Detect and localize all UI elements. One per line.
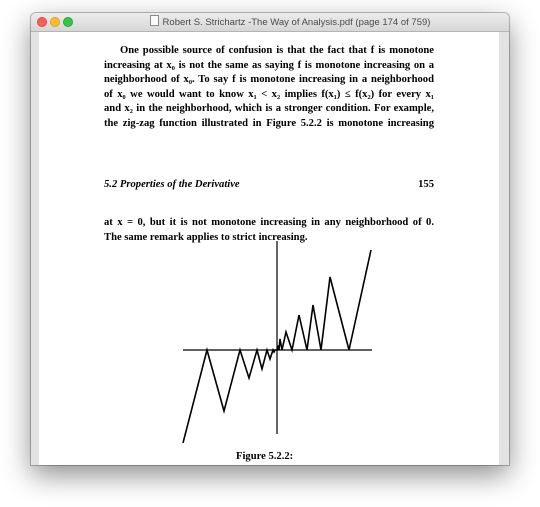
running-head: 5.2 Properties of the Derivative (104, 179, 240, 190)
preview-window (31, 13, 509, 465)
zoom-button[interactable] (63, 17, 73, 27)
page-number: 155 (418, 179, 434, 190)
pdf-page-top (39, 32, 499, 153)
close-button[interactable] (37, 17, 47, 27)
text-line: of x₀ we would want to know x₁ < x₂ implies f(x₁) ≤ f(x₂) for every x₁ (104, 88, 434, 100)
text-line: The same remark applies to strict increasing. (104, 231, 308, 243)
text-line: neighborhood of x₀. To say f is monotone increasing in a neighborhood (104, 74, 434, 86)
text-line: One possible source of confusion is that the fact that f is monotone (120, 45, 434, 56)
title-bar[interactable] (31, 13, 509, 32)
text-line: at x = 0, but it is not monotone increasing in any neighborhood of 0. (104, 217, 434, 228)
pdf-page-bottom (39, 148, 499, 465)
text-line: the zig-zag function illustrated in Figure 5.2.2 is monotone increasing (104, 117, 434, 129)
figure-caption: Figure 5.2.2: (236, 451, 294, 462)
zigzag-figure (174, 238, 374, 443)
window-title-text: Robert S. Strichartz -The Way of Analysis.pdf (page 174 of 759) (162, 17, 431, 28)
text-line: and x₂ in the neighborhood, which is a stronger condition. For example, (104, 103, 434, 115)
window-title (91, 15, 489, 29)
pdf-document-icon (150, 15, 159, 26)
minimize-button[interactable] (50, 17, 60, 27)
top-paragraph (104, 44, 434, 132)
text-line: increasing at x₀ is not the same as saying f is monotone increasing on a (104, 59, 434, 71)
